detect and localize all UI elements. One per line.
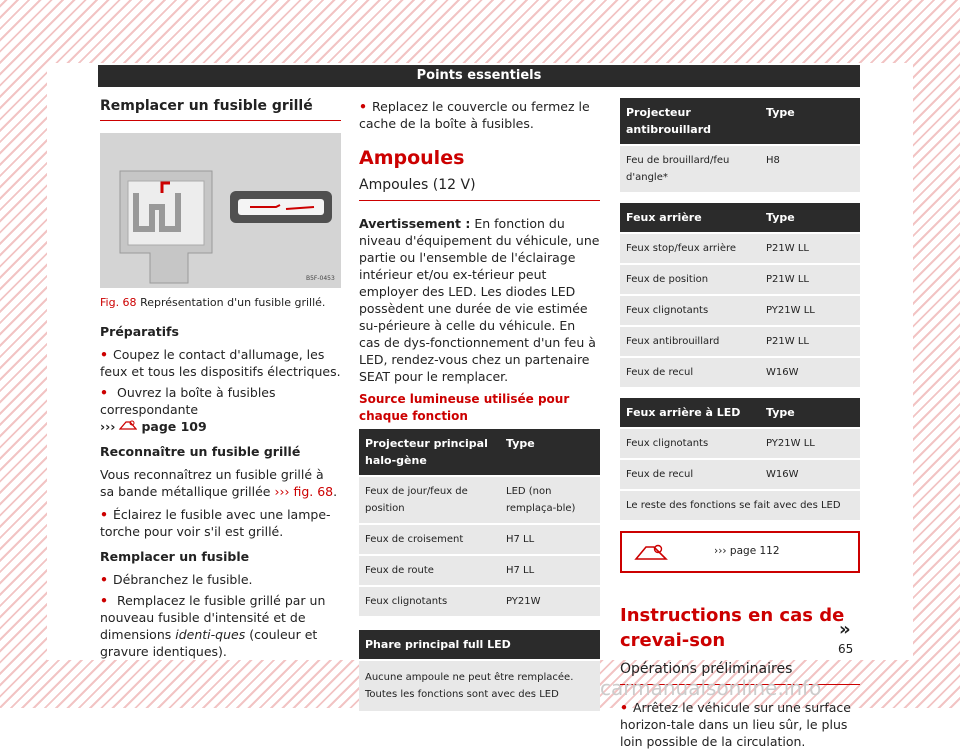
replace-step-1: • Débranchez le fusible. — [100, 571, 341, 588]
figure-label: Fig. 68 — [100, 296, 137, 309]
table-cell: Feux clignotants — [359, 586, 500, 616]
section-title-fuse: Remplacer un fusible grillé — [100, 98, 341, 121]
page-112-link-box[interactable] — [620, 531, 860, 573]
fuse-figure — [100, 133, 341, 288]
table-cell: LED (non remplaça-ble) — [500, 476, 600, 524]
fuse-illustration — [100, 133, 341, 288]
watermark: carmanualsonline.info — [600, 676, 822, 700]
table-cell: Feux de position — [620, 264, 760, 295]
prep-step-2 — [100, 384, 341, 435]
recognize-period: . — [333, 484, 338, 499]
table-cell: W16W — [760, 459, 860, 490]
replace-heading: Remplacer un fusible — [100, 549, 250, 564]
table-cell: PY21W LL — [760, 428, 860, 459]
table-row — [620, 490, 860, 520]
warning-label: Avertissement : — [359, 216, 471, 231]
table-cell: Feux de croisement — [359, 524, 500, 555]
page-112-link[interactable]: ››› page 112 — [714, 545, 780, 557]
fig-68-link[interactable]: ››› fig. 68 — [274, 484, 334, 499]
replace-step-2-emph: identi-ques — [175, 627, 246, 642]
table-cell: Feux de route — [359, 555, 500, 586]
table-header: Type — [760, 203, 860, 233]
figure-caption — [100, 294, 341, 311]
table-cell: P21W LL — [760, 233, 860, 264]
table-row — [620, 428, 860, 459]
figure-code: B5F-0453 — [306, 275, 335, 282]
book-icon — [119, 419, 141, 434]
table-cell: P21W LL — [760, 264, 860, 295]
book-icon — [634, 542, 668, 566]
table-header: Phare principal full LED — [359, 630, 600, 660]
column-bulbs — [359, 98, 600, 711]
prep-step-1: • Coupez le contact d'allumage, les feux et tous les dispositifs électriques. — [100, 346, 341, 380]
recognize-bullet: • Éclairez le fusible avec une lampe-torche pour voir s'il est grillé. — [100, 506, 341, 540]
table-cell: Feux de recul — [620, 459, 760, 490]
rear-light-table — [620, 203, 860, 387]
table-cell: Feux stop/feux arrière — [620, 233, 760, 264]
table-cell: H8 — [760, 145, 860, 192]
page-109-link[interactable]: page 109 — [141, 419, 207, 434]
figure-caption-text: Représentation d'un fusible grillé. — [140, 296, 326, 309]
table-cell: Aucune ampoule ne peut être remplacée. Toutes les fonctions sont avec des LED — [359, 660, 600, 711]
table-header: Projecteur principal halo-gène — [359, 429, 500, 476]
table-row — [620, 459, 860, 490]
table-row — [620, 264, 860, 295]
table-header: Feux arrière à LED — [620, 398, 760, 428]
recognize-text — [100, 466, 341, 500]
table-row — [359, 476, 600, 524]
table-header: Projecteur antibrouillard — [620, 98, 760, 145]
table-cell: H7 LL — [500, 524, 600, 555]
table-row — [359, 660, 600, 711]
preliminary-subheading: Opérations préliminaires — [620, 661, 860, 685]
table-row — [620, 326, 860, 357]
table-cell: Feu de brouillard/feu d'angle* — [620, 145, 760, 192]
table-cell: P21W LL — [760, 326, 860, 357]
section-header: Points essentiels — [98, 65, 860, 87]
table-cell: Feux de jour/feux de position — [359, 476, 500, 524]
table-cell: Feux clignotants — [620, 295, 760, 326]
page-number: 65 — [838, 642, 854, 656]
full-led-table — [359, 630, 600, 711]
table-cell: PY21W — [500, 586, 600, 616]
cover-bullet: • Replacez le couvercle ou fermez le cache de la boîte à fusibles. — [359, 98, 600, 132]
table-cell: Feux antibrouillard — [620, 326, 760, 357]
table-cell: Feux clignotants — [620, 428, 760, 459]
recognize-text-body: Vous reconnaîtrez un fusible grillé à sa bande métallique grillée — [100, 467, 324, 499]
warning-text: En fonction du niveau d'équipement du véhicule, une partie ou l'ensemble de l'éclairage intérieur et/ou ex-térieur peut employer des LED. Les diodes LED possèdent une durée de vie estimée su-périeure à celle du véhicule. En cas de dys-fonctionnement d'un feu à LED, rendez-vous chez un partenaire SEAT pour le remplacer. — [359, 216, 600, 384]
continue-marker: » — [839, 619, 851, 640]
table-cell: Feux de recul — [620, 357, 760, 387]
warning-paragraph — [359, 215, 600, 385]
xref-arrows: ››› — [100, 419, 116, 434]
fog-light-table — [620, 98, 860, 192]
prep-step-2-text: Ouvrez la boîte à fusibles correspondante — [100, 385, 276, 417]
source-title: Source lumineuse utilisée pour chaque fonction — [359, 392, 570, 423]
halogen-table — [359, 429, 600, 616]
table-header: Feux arrière — [620, 203, 760, 233]
column-fuse — [100, 98, 341, 664]
table-row — [620, 357, 860, 387]
table-row — [620, 295, 860, 326]
table-header: Type — [760, 398, 860, 428]
bulbs-heading: Ampoules — [359, 147, 465, 169]
replace-step-2-tail: (couleur et gravure identiques). — [100, 627, 318, 659]
led-rear-light-table — [620, 398, 860, 520]
table-row — [359, 586, 600, 616]
table-row — [620, 233, 860, 264]
table-row — [359, 524, 600, 555]
replace-step-2-text: Remplacez le fusible grillé par un nouveau fusible d'intensité et de dimensions — [100, 593, 326, 642]
table-cell: PY21W LL — [760, 295, 860, 326]
table-cell: H7 LL — [500, 555, 600, 586]
stop-vehicle-bullet: • Arrêtez le véhicule sur une surface horizon-tale dans un lieu sûr, le plus loin possible de la circulation. — [620, 699, 860, 750]
table-header: Type — [500, 429, 600, 476]
flat-tire-heading: Instructions en cas de crevai-son — [620, 605, 845, 651]
replace-step-2 — [100, 592, 341, 660]
column-rear-lights — [620, 98, 860, 754]
bulbs-subheading: Ampoules (12 V) — [359, 177, 600, 201]
table-header: Type — [760, 98, 860, 145]
prep-heading: Préparatifs — [100, 324, 179, 339]
table-cell: W16W — [760, 357, 860, 387]
table-row — [359, 555, 600, 586]
table-row — [620, 145, 860, 192]
table-cell: Le reste des fonctions se fait avec des LED — [620, 490, 860, 520]
recognize-heading: Reconnaître un fusible grillé — [100, 444, 301, 459]
